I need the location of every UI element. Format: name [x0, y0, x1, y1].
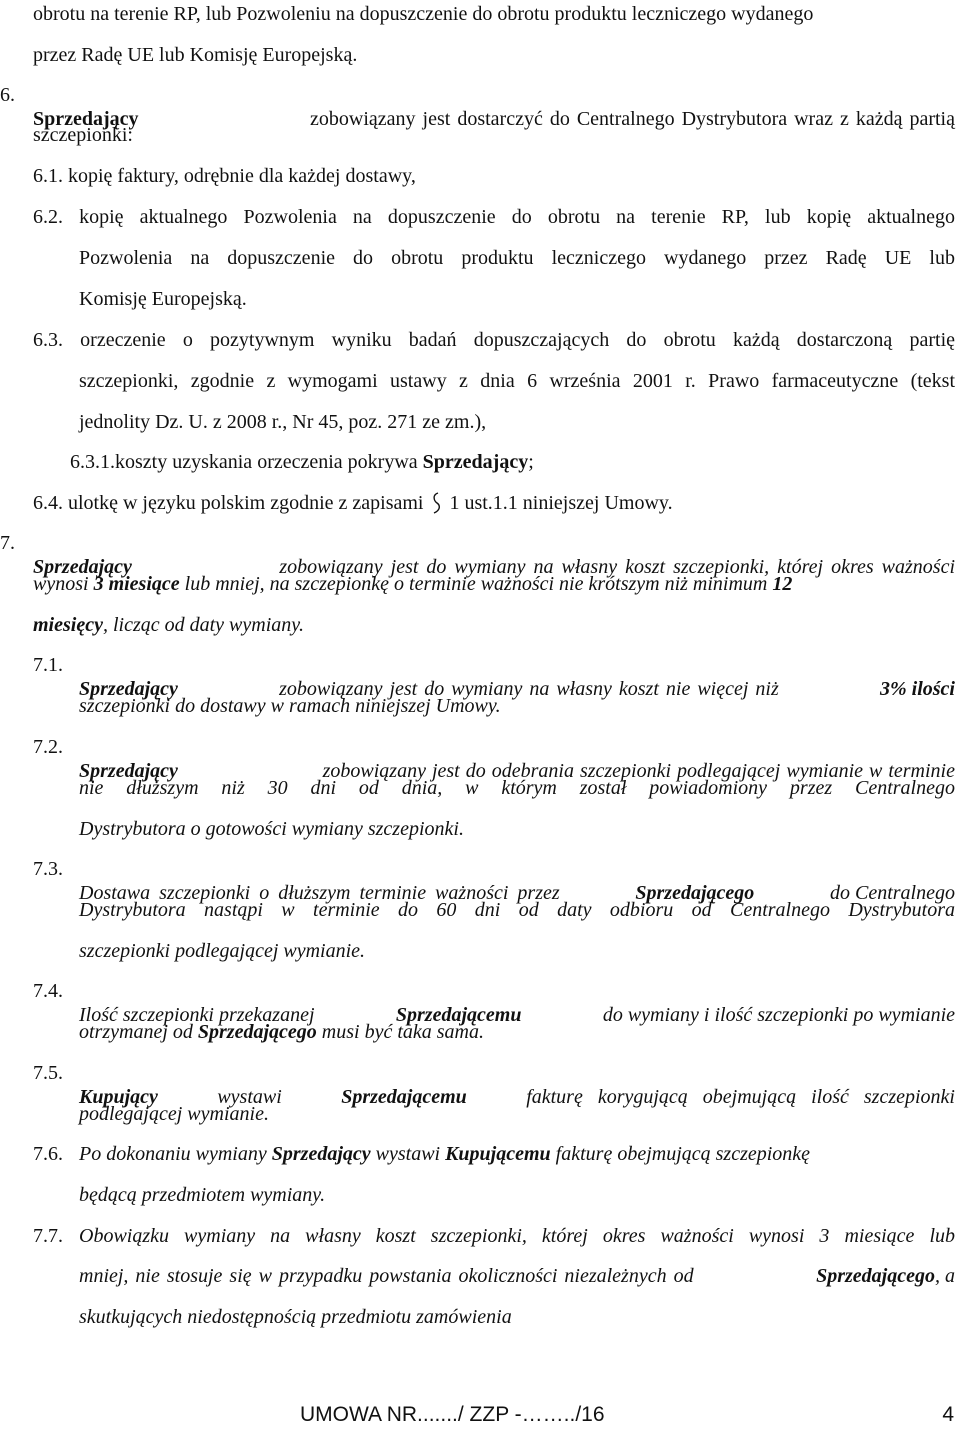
section-7-7 [33, 1224, 955, 1248]
text-line: Pozwolenia na dopuszczenie do obrotu produktu leczniczego wydanego przez Radę UE lub [79, 247, 955, 269]
section-7-6 [33, 1142, 811, 1166]
section-number: 6. [0, 84, 15, 106]
party-name: Sprzedający [79, 760, 178, 782]
text-segment: 1 ust.1.1 niniejszej Umowy. [444, 492, 673, 514]
text-line: jednolity Dz. U. z 2008 r., Nr 45, poz. 271 ze zm.), [79, 411, 487, 433]
page-footer [300, 1402, 960, 1428]
text-line: Komisję Europejską. [79, 288, 247, 310]
party-name: Sprzedający [271, 1143, 371, 1165]
text-segment: mniej, nie stosuje się w przypadku powstania okoliczności niezależnych od [79, 1265, 694, 1287]
text-segment: lub mniej, na szczepionkę o terminie ważności nie krótszym niż minimum [179, 573, 773, 595]
text-segment: wystawi [217, 1086, 282, 1108]
section-7-heading [0, 531, 955, 578]
section-7-5 [33, 1061, 955, 1108]
text-line: szczepionki: [33, 124, 133, 146]
text-segment: 6.4. ulotkę w języku polskim zgodnie z zapisami [33, 492, 429, 514]
emphasis: 12 [772, 573, 793, 595]
section-7-1 [33, 653, 955, 700]
section-7-2 [33, 735, 955, 782]
text-segment: fakturę obejmującą szczepionkę [550, 1143, 811, 1165]
text-line: 6.3. orzeczenie o pozytywnym wyniku badań dopuszczających do obrotu każdą dostarczoną partię [33, 329, 955, 351]
text-line [33, 572, 792, 596]
text-line: podlegającej wymianie. [79, 1103, 269, 1125]
text-line: zobowiązany jest do odebrania szczepionki podlegającej wymianie w terminie [322, 760, 955, 782]
section-7-3 [33, 857, 955, 904]
section-number: 7.6. [33, 1143, 63, 1165]
party-name: Sprzedającego [635, 882, 755, 904]
text-line: szczepionki, zgodnie z wymogami ustawy z dnia 6 września 2001 r. Prawo farmaceutyczne (tekst [79, 370, 955, 392]
party-name: Sprzedającego [816, 1265, 935, 1287]
party-name: Kupujący [79, 1086, 158, 1108]
text-segment: musi być taka sama. [316, 1021, 484, 1043]
contract-number: UMOWA NR......./ ZZP -……../16 [300, 1403, 605, 1426]
section-number: 7.7. [33, 1225, 63, 1247]
text-segment: , licząc od daty wymiany. [102, 614, 305, 636]
emphasis: miesięcy [33, 614, 103, 636]
text-segment: ; [528, 451, 534, 473]
text-line [79, 1264, 955, 1288]
text-line: szczepionki do dostawy w ramach niniejszej Umowy. [79, 695, 501, 717]
text-line: Obowiązku wymiany na własny koszt szczepionki, której okres ważności wynosi 3 miesiące lub [79, 1225, 955, 1247]
text-line: szczepionki podlegającej wymianie. [79, 940, 366, 962]
text-line: zobowiązany jest do wymiany na własny koszt nie więcej niż [279, 678, 779, 700]
party-name: Sprzedającego [197, 1021, 317, 1043]
text-line [33, 491, 673, 515]
text-line: obrotu na terenie RP, lub Pozwoleniu na dopuszczenie do obrotu produktu leczniczego wydanego [33, 3, 814, 25]
text-line: 6.2. kopię aktualnego Pozwolenia na dopuszczenie do obrotu na terenie RP, lub kopię aktualnego [33, 206, 955, 228]
section-number: 7.4. [33, 980, 63, 1002]
text-line: przez Radę UE lub Komisję Europejską. [33, 44, 358, 66]
text-segment: otrzymanej od [79, 1021, 198, 1043]
text-line: do wymiany i ilość szczepionki po wymianie [602, 1004, 955, 1026]
text-segment: , a [935, 1265, 955, 1287]
party-name: Sprzedający [422, 451, 529, 473]
text-line: skutkujących niedostępnością przedmiotu zamówienia [79, 1306, 512, 1328]
text-line: Dostawa szczepionki o dłuższym terminie ważności przez [79, 882, 560, 904]
text-line: do Centralnego [830, 882, 955, 904]
text-line: Ilość szczepionki przekazanej [79, 1004, 315, 1026]
text-line: fakturę korygującą obejmującą ilość szczepionki [526, 1086, 955, 1108]
text-line: będącą przedmiotem wymiany. [79, 1184, 326, 1206]
page-number: 4 [942, 1403, 954, 1426]
section-7-4 [33, 979, 955, 1026]
justified-line [33, 107, 955, 131]
party-name: Sprzedający [33, 556, 132, 578]
party-name: Sprzedającemu [395, 1004, 522, 1026]
section-number: 7.2. [33, 736, 63, 758]
section-number: 7.1. [33, 654, 63, 676]
section-6-heading [0, 83, 955, 130]
paragraph-sign-icon [428, 491, 444, 515]
text-line: Dystrybutora o gotowości wymiany szczepionki. [79, 818, 464, 840]
party-name: Kupującemu [445, 1143, 551, 1165]
text-segment: Po dokonaniu wymiany [79, 1143, 272, 1165]
emphasis: 3 miesiące [93, 573, 180, 595]
section-number: 7.3. [33, 858, 63, 880]
text-line: 6.1. kopię faktury, odrębnie dla każdej dostawy, [33, 165, 416, 187]
party-name: Sprzedający [79, 678, 178, 700]
text-line [70, 450, 534, 474]
text-line: zobowiązany jest do wymiany na własny koszt szczepionki, której okres ważności [279, 556, 955, 578]
party-name: Sprzedający [33, 108, 139, 130]
text-segment: wystawi [370, 1143, 446, 1165]
text-segment: 6.3.1.koszty uzyskania orzeczenia pokrywa [70, 451, 423, 473]
text-line [33, 613, 304, 637]
section-number: 7. [0, 532, 15, 554]
text-line: zobowiązany jest dostarczyć do Centralnego Dystrybutora wraz z każdą partią [310, 108, 955, 130]
text-line: nie dłuższym niż 30 dni od dnia, w którym został powiadomiony przez Centralnego [79, 777, 955, 799]
party-name: Sprzedającemu [341, 1086, 467, 1108]
text-segment: wynosi [33, 573, 94, 595]
text-line [79, 1142, 810, 1166]
section-number: 7.5. [33, 1062, 63, 1084]
emphasis: 3% ilości [879, 678, 955, 700]
text-line [79, 1020, 484, 1044]
text-line: Dystrybutora nastąpi w terminie do 60 dni od daty odbioru od Centralnego Dystrybutora [79, 899, 955, 921]
